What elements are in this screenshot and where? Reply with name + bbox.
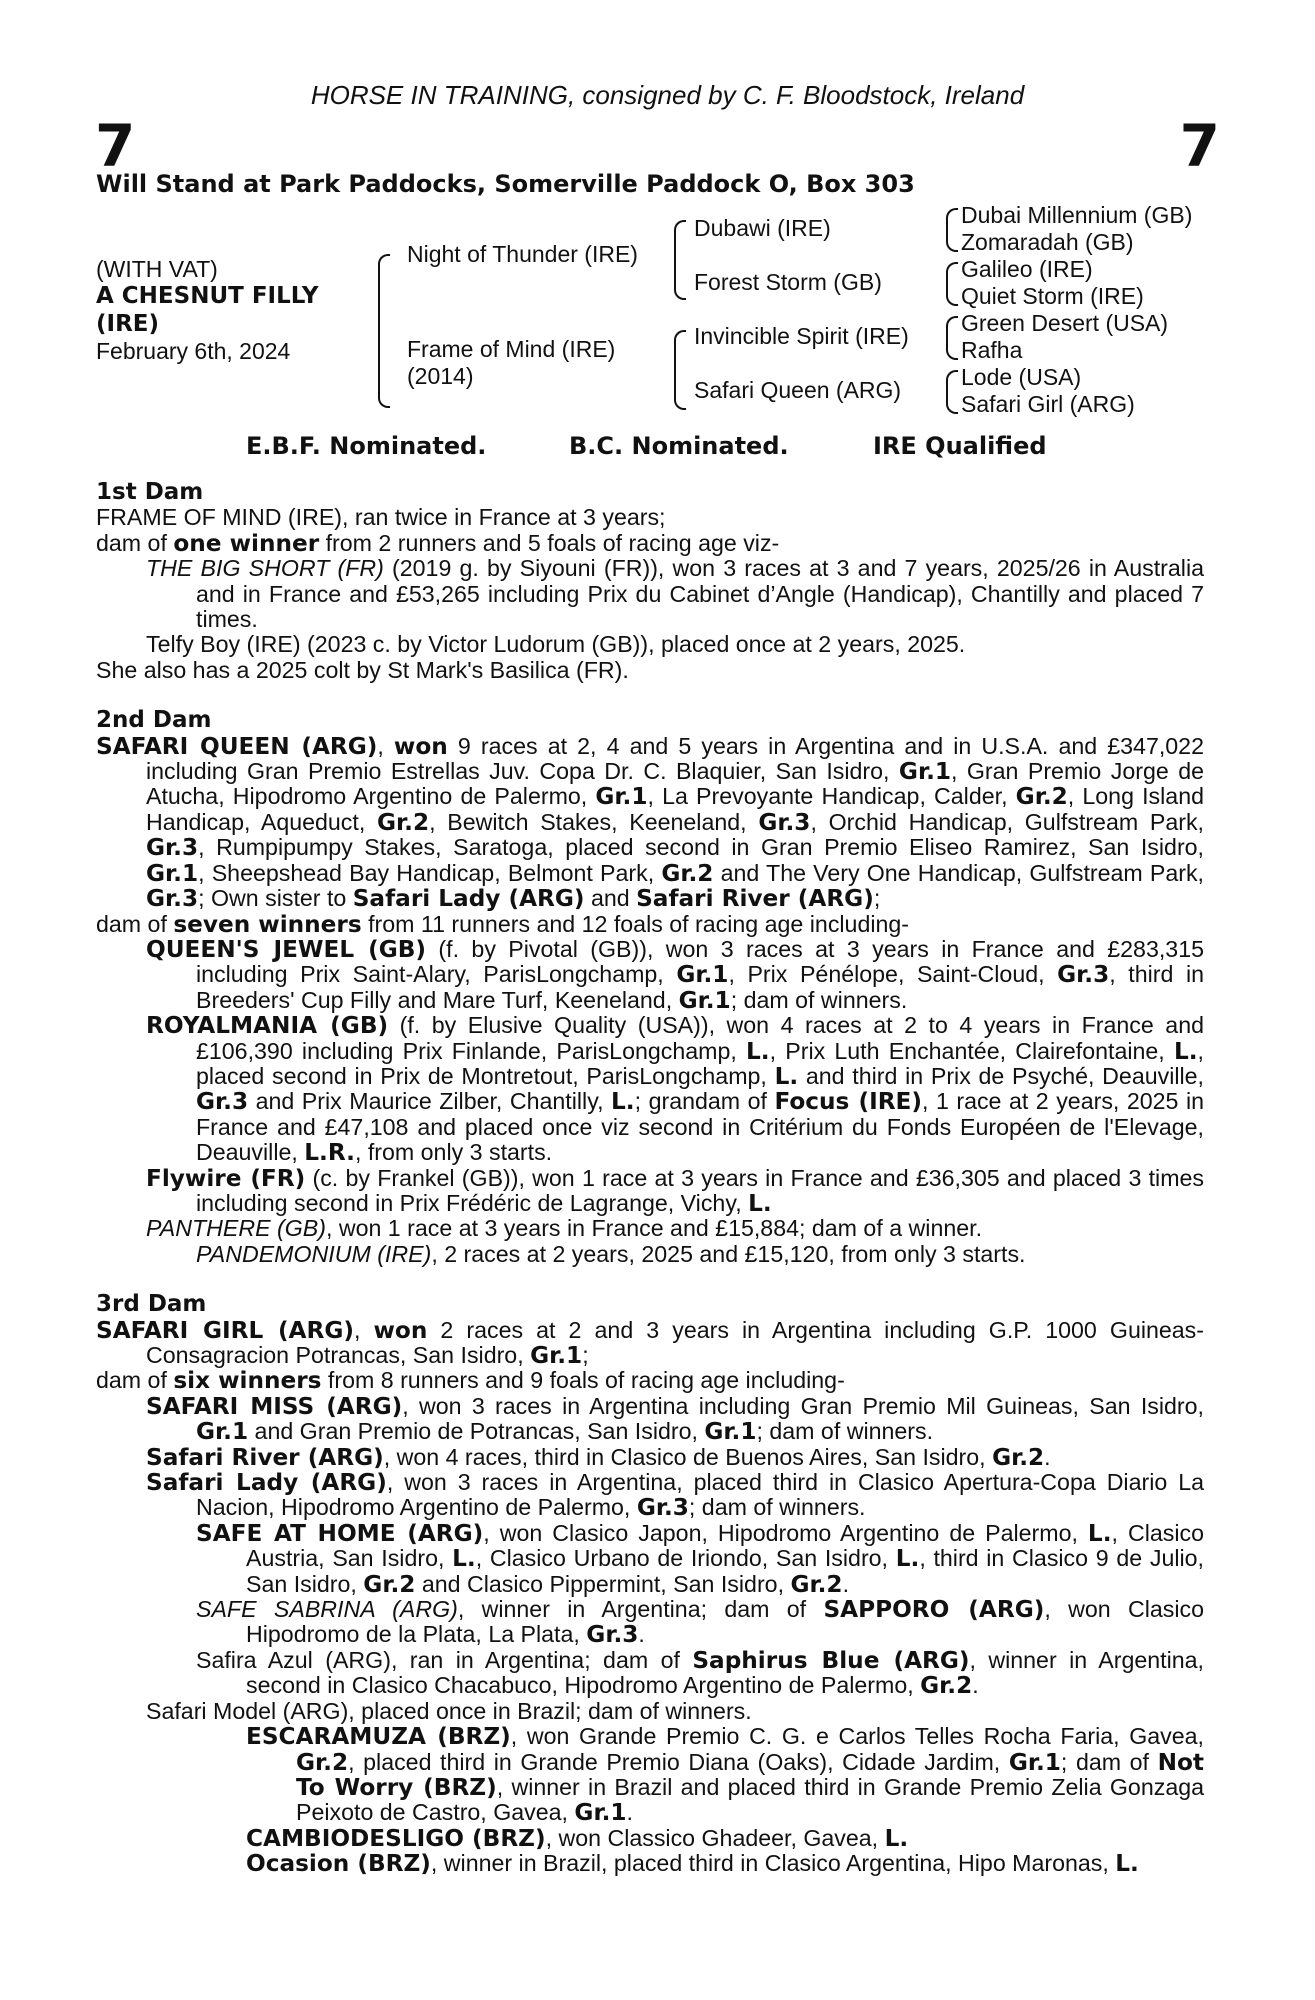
dam-dam-dam: Safari Girl (ARG) — [961, 391, 1135, 417]
sire: Night of Thunder (IRE) — [407, 241, 638, 267]
sire-dam-dam: Quiet Storm (IRE) — [961, 283, 1144, 309]
bc-nominated: B.C. Nominated. — [569, 432, 789, 460]
pedigree-brace-sire — [674, 220, 686, 300]
sire-sire: Dubawi (IRE) — [694, 215, 831, 241]
dam-dam-sire: Lode (USA) — [961, 364, 1082, 390]
dam-foaled-year: (2014) — [407, 363, 474, 389]
sire-sire-sire: Dubai Millennium (GB) — [961, 202, 1193, 228]
sire-dam: Forest Storm (GB) — [694, 269, 882, 295]
first-dam-heading: 1st Dam — [96, 479, 204, 505]
sire-dam-sire: Galileo (IRE) — [961, 256, 1093, 282]
produce-ocasion: Ocasion (BRZ), winner in Brazil, placed third in Clasico Argentina, Hipo Maronas, L. — [246, 1850, 1139, 1878]
produce-safari-lady: Safari Lady (ARG), won 3 races in Argentina, placed third in Clasico Apertura-Copa Diario La Nacion, Hipodromo Argentino de Palermo, Gr.3; dam of winners. — [146, 1469, 1204, 1522]
dam-sire-sire: Green Desert (USA) — [961, 310, 1169, 336]
ebf-nominated: E.B.F. Nominated. — [246, 432, 487, 460]
pedigree-brace-ss — [946, 208, 958, 252]
produce-pandemonium: PANDEMONIUM (IRE), 2 races at 2 years, 2025 and £15,120, from only 3 starts. — [196, 1240, 1026, 1267]
pedigree-brace-main — [378, 254, 390, 408]
ire-qualified: IRE Qualified — [873, 432, 1047, 460]
second-dam-heading: 2nd Dam — [96, 707, 212, 734]
first-dam-produce-summary: dam of one winner from 2 runners and 5 foals of racing age viz- — [96, 529, 780, 557]
pedigree-brace-dd — [946, 370, 958, 414]
produce-flywire: Flywire (FR) (c. by Frankel (GB)), won 1 race at 3 years in France and £36,305 and placed 3 times including second in Prix Frédéric de Lagrange, Vichy, L. — [146, 1164, 1204, 1217]
consignor-header: HORSE IN TRAINING, consigned by C. F. Bloodstock, Ireland — [310, 80, 1025, 110]
third-dam-summary: SAFARI GIRL (ARG), won 2 races at 2 and 3 years in Argentina including G.P. 1000 Guineas-Consagracion Potrancas, San Isidro, Gr.1; — [96, 1316, 1204, 1369]
first-dam-summary: FRAME OF MIND (IRE), ran twice in France at 3 years; — [96, 504, 666, 531]
horse-name: A CHESNUT FILLY — [96, 283, 319, 309]
third-dam-heading: 3rd Dam — [96, 1291, 207, 1318]
first-dam-current-produce: She also has a 2025 colt by St Mark's Basilica (FR). — [96, 656, 629, 683]
date-of-birth: February 6th, 2024 — [96, 338, 291, 364]
horse-origin: (IRE) — [96, 311, 160, 337]
dam-sire-dam: Rafha — [961, 337, 1023, 363]
pedigree-brace-ds — [946, 316, 958, 360]
produce-royalmania: ROYALMANIA (GB) (f. by Elusive Quality (USA)), won 4 races at 2 to 4 years in France and £106,390 including Prix Finlande, ParisLongchamp, L., Prix Luth Enchantée, Clairefontaine, L., placed second in Prix de Montretout, ParisLongchamp, L. and third in Prix de Psyché, Deauville, Gr.3 and Prix Maurice Zilber, Chantilly, L.; grandam of Focus (IRE), 1 race at 2 years, 2025 in France and £47,108 and placed once viz second in Critérium du Fonds Européen de l'Elevage, Deauville, L.R., from only 3 starts. — [146, 1012, 1205, 1167]
produce-cambiodesligo: CAMBIODESLIGO (BRZ), won Classico Ghadeer, Gavea, L. — [246, 1824, 909, 1852]
dam: Frame of Mind (IRE) — [407, 336, 616, 362]
produce-safari-river: Safari River (ARG), won 4 races, third in Clasico de Buenos Aires, San Isidro, Gr.2. — [146, 1443, 1051, 1471]
produce-safari-model: Safari Model (ARG), placed once in Brazil; dam of winners. — [146, 1697, 752, 1724]
pedigree-brace-dam — [674, 330, 686, 410]
lot-number-left: 7 — [95, 112, 136, 180]
dam-dam: Safari Queen (ARG) — [694, 377, 902, 403]
vat-note: (WITH VAT) — [96, 256, 218, 282]
third-dam-produce-summary: dam of six winners from 8 runners and 9 foals of racing age including- — [96, 1367, 845, 1395]
dam-sire: Invincible Spirit (IRE) — [694, 323, 909, 349]
produce-safe-sabrina: SAFE SABRINA (ARG), winner in Argentina; dam of SAPPORO (ARG), won Clasico Hipodromo de la Plata, La Plata, Gr.3. — [196, 1596, 1204, 1649]
produce-queens-jewel: QUEEN'S JEWEL (GB) (f. by Pivotal (GB)), won 3 races at 3 years in France and £283,315 including Prix Saint-Alary, ParisLongchamp, Gr.1, Prix Pénélope, Saint-Cloud, Gr.3, third in Breeders' Cup Filly and Mare Turf, Keeneland, Gr.1; dam of winners. — [146, 935, 1204, 1014]
produce-safari-miss: SAFARI MISS (ARG), won 3 races in Argentina including Gran Premio Mil Guineas, San Isidro, Gr.1 and Gran Premio de Potrancas, San Isidro, Gr.1; dam of winners. — [146, 1392, 1204, 1446]
sire-sire-dam: Zomaradah (GB) — [961, 229, 1134, 255]
produce-telfy-boy: Telfy Boy (IRE) (2023 c. by Victor Ludorum (GB)), placed once at 2 years, 2025. — [146, 631, 966, 658]
produce-safira-azul: Safira Azul (ARG), ran in Argentina; dam of Saphirus Blue (ARG), winner in Argentina, second in Clasico Chacabuco, Hipodromo Argentino de Palermo, Gr.2. — [196, 1646, 1204, 1700]
lot-number-right: 7 — [1179, 112, 1220, 180]
produce-escaramuza: ESCARAMUZA (BRZ), won Grande Premio C. G. e Carlos Telles Rocha Faria, Gavea, Gr.2, placed third in Grande Premio Diana (Oaks), Cidade Jardim, Gr.1; dam of Not To Worry (BRZ), winner in Brazil and placed third in Grande Premio Zelia Gonzaga Peixoto de Castro, Gavea, Gr.1. — [246, 1723, 1205, 1827]
second-dam-produce-summary: dam of seven winners from 11 runners and 12 foals of racing age including- — [96, 910, 910, 938]
produce-record — [96, 480, 1204, 1877]
produce-panthere: PANTHERE (GB), won 1 race at 3 years in France and £15,884; dam of a winner. — [146, 1215, 983, 1242]
pedigree-brace-sd — [946, 262, 958, 306]
produce-safe-at-home: SAFE AT HOME (ARG), won Clasico Japon, Hipodromo Argentino de Palermo, L., Clasico Austria, San Isidro, L., Clasico Urbano de Iriondo, San Isidro, L., third in Clasico 9 de Julio, San Isidro, Gr.2 and Clasico Pippermint, San Isidro, Gr.2. — [196, 1519, 1204, 1598]
second-dam-summary: SAFARI QUEEN (ARG), won 9 races at 2, 4 and 5 years in Argentina and in U.S.A. and £347,022 including Gran Premio Estrellas Juv. Copa Dr. C. Blaquier, San Isidro, Gr.1, Gran Premio Jorge de Atucha, Hipodromo Argentino de Palermo, Gr.1, La Prevoyante Handicap, Calder, Gr.2, Long Island Handicap, Aqueduct, Gr.2, Bewitch Stakes, Keeneland, Gr.3, Orchid Handicap, Gulfstream Park, Gr.3, Rumpipumpy Stakes, Saratoga, placed second in Gran Premio Eliseo Ramirez, San Isidro, Gr.1, Sheepshead Bay Handicap, Belmont Park, Gr.2 and The Very One Handicap, Gulfstream Park, Gr.3; Own sister to Safari Lady (ARG) and Safari River (ARG); — [96, 732, 1204, 913]
produce-the-big-short: THE BIG SHORT (FR) (2019 g. by Siyouni (FR)), won 3 races at 3 and 7 years, 2025/26 in Australia and in France and £53,265 including Prix du Cabinet d’Angle (Handicap), Chantilly and placed 7 times. — [146, 555, 1204, 633]
stand-location: Will Stand at Park Paddocks, Somerville Paddock O, Box 303 — [96, 170, 915, 198]
